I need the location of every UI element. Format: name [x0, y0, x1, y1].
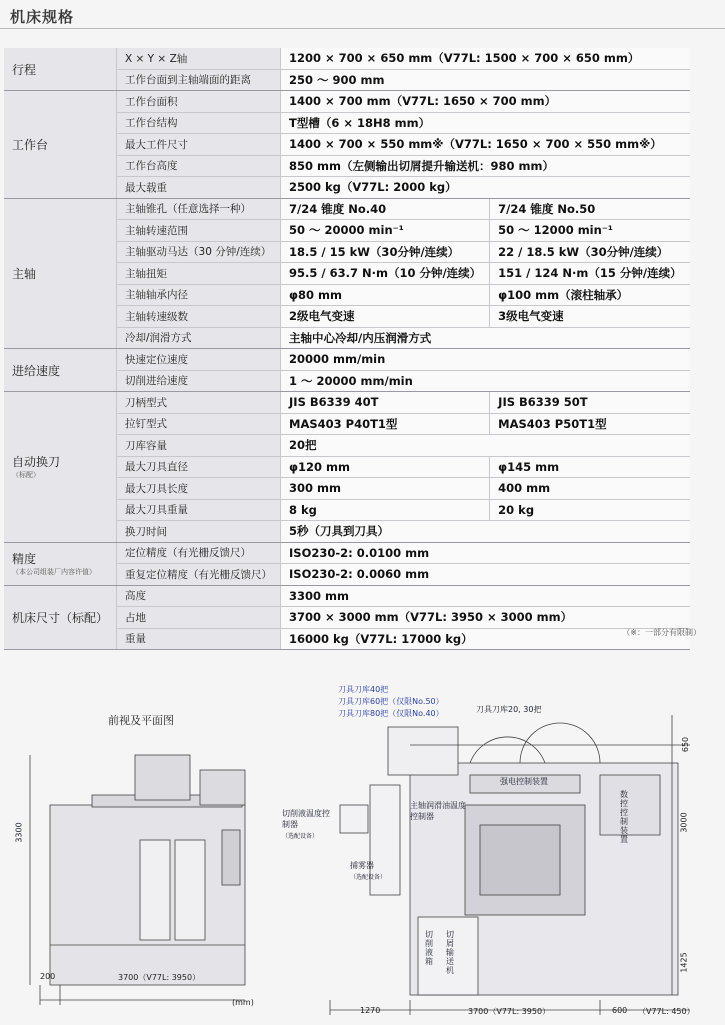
item-value: 8 kg	[281, 499, 490, 521]
dim-front-width: 3700（V77L: 3950）	[118, 973, 201, 982]
table-row	[4, 542, 690, 564]
item-value: 95.5 / 63.7 N·m（10 分钟/连续）	[281, 263, 490, 285]
item-value: 主轴中心冷却/内压润滑方式	[281, 327, 690, 349]
item-value: 18.5 / 15 kW（30分钟/连续）	[281, 241, 490, 263]
category-cell	[4, 91, 117, 199]
item-value-alt: 3级电气变速	[490, 306, 690, 328]
dim-3300: 3300	[14, 822, 24, 843]
item-value: 250 ～ 900 mm	[281, 69, 690, 91]
item-value: 2级电气变速	[281, 306, 490, 328]
item-value: 5秒（刀具到刀具）	[281, 521, 690, 543]
spindle-temp-label: 主轴润滑油温度控制器	[410, 801, 466, 821]
item-label: 冷却/润滑方式	[117, 327, 281, 349]
item-value-alt: φ100 mm（滚柱轴承）	[490, 284, 690, 306]
item-label: 最大刀具直径	[117, 456, 281, 478]
mist-sub: （选配设备）	[350, 874, 387, 881]
category-label: 进给速度	[12, 363, 61, 378]
item-value-alt: 400 mm	[490, 478, 690, 500]
chip-conveyor-label: 切屑输送机	[446, 930, 454, 975]
table-row	[4, 349, 690, 371]
item-label: X × Y × Z轴	[117, 48, 281, 69]
category-label: 机床尺寸（标配）	[12, 610, 109, 625]
dim-200: 200	[40, 972, 56, 981]
table-row	[4, 392, 690, 414]
item-label: 刀柄型式	[117, 392, 281, 414]
item-value-alt: JIS B6339 50T	[490, 392, 690, 414]
item-label: 最大载重	[117, 177, 281, 199]
item-label: 重量	[117, 628, 281, 650]
item-value-alt: 7/24 锥度 No.50	[490, 198, 690, 220]
category-cell	[4, 585, 117, 650]
magazine-40-label: 刀具刀库40把	[338, 685, 389, 694]
item-label: 工作台面到主轴端面的距离	[117, 69, 281, 91]
item-label: 最大刀具长度	[117, 478, 281, 500]
dim-1425: 1425	[679, 952, 689, 973]
spec-table	[4, 48, 690, 650]
category-label: 工作台	[12, 137, 49, 152]
item-value: 1400 × 700 mm（V77L: 1650 × 700 mm）	[281, 91, 690, 113]
item-label: 重复定位精度（有光栅反馈尺）	[117, 564, 281, 586]
dim-650: 650	[681, 736, 691, 753]
item-label: 快速定位速度	[117, 349, 281, 371]
category-cell	[4, 392, 117, 543]
item-value: 1400 × 700 × 550 mm※（V77L: 1650 × 700 × 550 mm※）	[281, 134, 690, 156]
category-label: 精度	[12, 552, 37, 566]
category-label: 自动换刀	[12, 455, 61, 470]
item-value-alt: 50 ～ 12000 min⁻¹	[490, 220, 690, 242]
drawing-title: 前视及平面图	[108, 714, 174, 727]
dim-3000: 3000	[679, 812, 689, 833]
item-value: MAS403 P40T1型	[281, 413, 490, 435]
item-value: 7/24 锥度 No.40	[281, 198, 490, 220]
magazine-std-label: 刀具刀库20, 30把	[476, 705, 542, 714]
category-sub: （标配）	[12, 471, 40, 480]
footnote: （※：一部分有限制）	[622, 628, 701, 637]
item-label: 拉钉型式	[117, 413, 281, 435]
item-label: 占地	[117, 607, 281, 629]
magazine-80-label: 刀具刀库80把（仅限No.40）	[338, 709, 444, 718]
item-value-alt: 22 / 18.5 kW（30分钟/连续）	[490, 241, 690, 263]
item-value: 16000 kg（V77L: 17000 kg）	[281, 628, 690, 650]
mist-label: 捕雾器	[350, 861, 374, 870]
item-value-alt: φ145 mm	[490, 456, 690, 478]
item-label: 定位精度（有光栅反馈尺）	[117, 542, 281, 564]
dim-600: 600	[612, 1006, 628, 1015]
unit-label: (mm)	[232, 998, 254, 1007]
item-label: 最大工件尺寸	[117, 134, 281, 156]
dim-plan-width: 3700（V77L: 3950）	[468, 1007, 551, 1016]
item-label: 刀库容量	[117, 435, 281, 457]
item-value-alt: 20 kg	[490, 499, 690, 521]
item-label: 主轴驱动马达（30 分钟/连续）	[117, 241, 281, 263]
category-sub: （本公司组装厂内容许值）	[12, 568, 96, 576]
item-label: 主轴锥孔（任意选择一种）	[117, 198, 281, 220]
item-label: 工作台面积	[117, 91, 281, 113]
category-cell	[4, 198, 117, 349]
header	[0, 0, 725, 36]
category-cell	[4, 542, 117, 585]
magazine-60-label: 刀具刀库60把（仅限No.50）	[338, 697, 444, 706]
item-value: T型槽（6 × 18H8 mm）	[281, 112, 690, 134]
item-value: 850 mm（左侧输出切屑提升输送机：980 mm）	[281, 155, 690, 177]
item-value: 20把	[281, 435, 690, 457]
nc-panel-label: 数控控制装置	[620, 790, 628, 844]
table-row	[4, 48, 690, 69]
table-row	[4, 198, 690, 220]
header-divider	[0, 28, 725, 29]
coolant-temp-label: 切削液温度控制器	[282, 809, 330, 829]
item-label: 工作台高度	[117, 155, 281, 177]
item-value: ISO230-2: 0.0100 mm	[281, 542, 690, 564]
item-value: JIS B6339 40T	[281, 392, 490, 414]
item-label: 最大刀具重量	[117, 499, 281, 521]
dim-1270: 1270	[360, 1006, 381, 1015]
item-label: 主轴扭矩	[117, 263, 281, 285]
item-value-alt: 151 / 124 N·m（15 分钟/连续）	[490, 263, 690, 285]
category-cell	[4, 349, 117, 392]
item-label: 主轴轴承内径	[117, 284, 281, 306]
item-label: 切削进给速度	[117, 370, 281, 392]
item-value: φ80 mm	[281, 284, 490, 306]
coolant-tank-label: 切削液箱	[425, 930, 433, 966]
category-label: 行程	[12, 62, 37, 77]
item-value: 2500 kg（V77L: 2000 kg）	[281, 177, 690, 199]
item-value: ISO230-2: 0.0060 mm	[281, 564, 690, 586]
item-label: 主轴转速范围	[117, 220, 281, 242]
item-label: 高度	[117, 585, 281, 607]
coolant-temp-sub: （选配设备）	[282, 833, 319, 840]
dim-450: （V77L: 450）	[638, 1007, 695, 1016]
item-value: 300 mm	[281, 478, 490, 500]
category-cell	[4, 48, 117, 91]
item-value: 1200 × 700 × 650 mm（V77L: 1500 × 700 × 650 mm）	[281, 48, 690, 69]
item-value: 50 ～ 20000 min⁻¹	[281, 220, 490, 242]
item-value: 20000 mm/min	[281, 349, 690, 371]
table-row	[4, 91, 690, 113]
item-value: 1 ～ 20000 mm/min	[281, 370, 690, 392]
item-label: 主轴转速级数	[117, 306, 281, 328]
table-row	[4, 585, 690, 607]
item-value: 3300 mm	[281, 585, 690, 607]
power-panel-label: 强电控制装置	[500, 777, 548, 786]
item-value-alt: MAS403 P50T1型	[490, 413, 690, 435]
page-title: 机床规格	[10, 8, 75, 26]
item-value: 3700 × 3000 mm（V77L: 3950 × 3000 mm）	[281, 607, 690, 629]
item-label: 换刀时间	[117, 521, 281, 543]
item-label: 工作台结构	[117, 112, 281, 134]
category-label: 主轴	[12, 266, 37, 281]
item-value: φ120 mm	[281, 456, 490, 478]
